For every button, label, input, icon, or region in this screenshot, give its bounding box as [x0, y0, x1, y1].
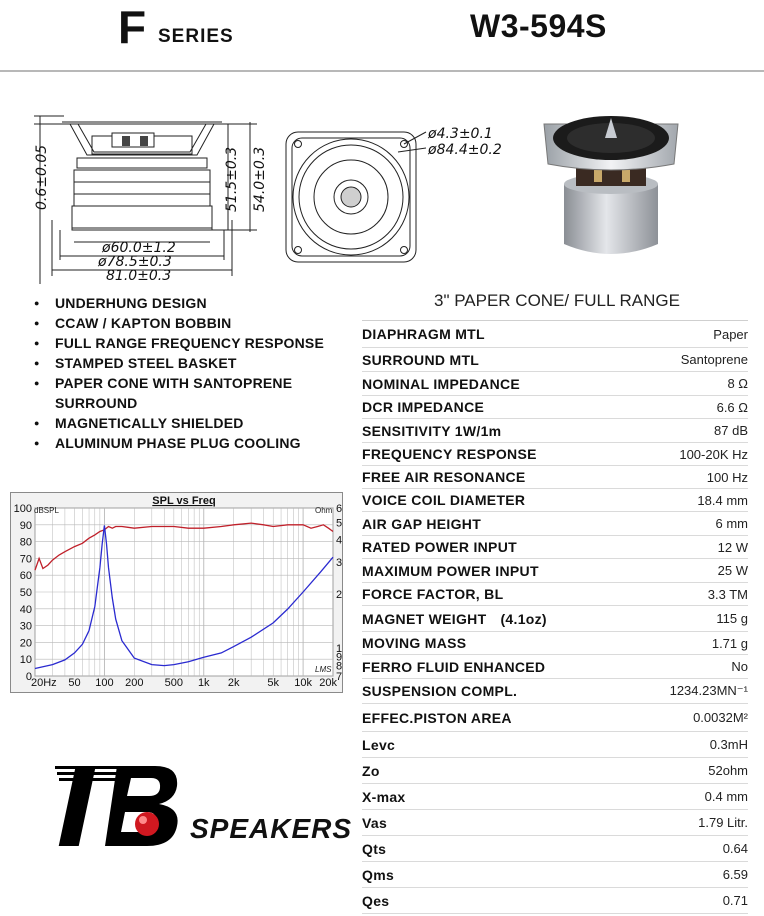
spec-label-text: FORCE FACTOR, BL: [362, 586, 504, 602]
spec-row: [362, 758, 748, 784]
x-tick-label: 1k: [197, 677, 210, 689]
spec-label: [362, 611, 547, 627]
spec-value: 3.3 TM: [707, 586, 748, 602]
dim-side-dia-1: ø60.0±1.2: [102, 240, 176, 256]
spec-row: [362, 489, 748, 512]
spec-label-text: FREE AIR RESONANCE: [362, 469, 526, 485]
spec-value: 12 W: [717, 539, 748, 555]
spec-label-text: DCR IMPEDANCE: [362, 399, 485, 415]
spec-label: [362, 423, 501, 439]
feature-list: [34, 293, 325, 453]
spec-row: [362, 419, 748, 443]
spec-row: [362, 704, 748, 732]
spec-row: [362, 583, 748, 606]
spec-value: 0.3mH: [709, 737, 748, 752]
spec-row: [362, 443, 748, 466]
spec-label-text: X-max: [362, 788, 406, 805]
spec-row: [362, 512, 748, 536]
spec-row: [362, 836, 748, 862]
spec-label-text: FREQUENCY RESPONSE: [362, 446, 537, 462]
y-tick-right: 9: [336, 651, 342, 664]
y-tick-right: 5: [336, 517, 342, 530]
y-unit-right: Ohm: [315, 506, 333, 515]
spec-value: 87 dB: [714, 423, 748, 438]
spec-label: [362, 539, 517, 555]
y-tick-left: 90: [19, 519, 32, 532]
dim-side-width: 81.0±0.3: [106, 268, 172, 284]
y-tick-right: 6: [336, 503, 342, 515]
y-unit-left: dBSPL: [34, 506, 59, 515]
y-tick-left: 50: [19, 587, 32, 599]
spec-label: [362, 635, 466, 651]
feature-item: ● CCAW / KAPTON BOBBIN: [34, 313, 325, 333]
feature-item: ● MAGNETICALLY SHIELDED: [34, 413, 325, 433]
spec-row: [362, 810, 748, 836]
spec-label-text: SURROUND MTL: [362, 351, 480, 368]
spec-label-text: FERRO FLUID ENHANCED: [362, 658, 546, 675]
spec-label: [362, 399, 484, 415]
spec-value: 1234.23MN⁻¹: [669, 683, 748, 698]
spec-value: Santoprene: [680, 352, 748, 367]
spec-label-text: SUSPENSION COMPL.: [362, 683, 518, 699]
spec-label: [362, 841, 386, 857]
spec-label-text: RATED POWER INPUT: [362, 539, 517, 555]
spec-value: 1.71 g: [711, 635, 748, 651]
y-tick-right: 1: [336, 643, 342, 656]
spec-label: [362, 516, 481, 532]
spec-value: 25 W: [717, 563, 748, 578]
y-tick-right: 7: [336, 671, 342, 683]
feature-item: ● ALUMINUM PHASE PLUG COOLING: [34, 433, 325, 453]
spec-label-text: Zo: [362, 762, 380, 779]
dim-side-depth-outer: 54.0±0.3: [252, 146, 268, 212]
spec-label: [362, 352, 479, 368]
y-tick-right: 2: [336, 588, 342, 601]
side-view-drawing: [22, 100, 290, 290]
spec-label: [362, 893, 389, 909]
spec-label: [362, 737, 395, 753]
feature-item: ● UNDERHUNG DESIGN: [34, 293, 325, 313]
spec-label: [362, 446, 537, 462]
header-divider: [0, 70, 764, 72]
spec-row: [362, 732, 748, 758]
spec-label: [362, 469, 526, 485]
chart-svg: [11, 493, 342, 692]
spec-value: 0.64: [722, 841, 748, 856]
feature-item: ● FULL RANGE FREQUENCY RESPONSE: [34, 333, 325, 353]
spec-value: 0.4 mm: [704, 789, 748, 804]
spec-label: [362, 586, 503, 602]
chart-watermark: LMS: [315, 665, 332, 674]
series-word: SERIES: [158, 26, 234, 47]
series-letter: F: [118, 1, 147, 53]
spec-row: [362, 606, 748, 632]
spec-note: (4.1oz): [500, 610, 547, 627]
spl-vs-freq-chart: [10, 492, 343, 693]
y-tick-right: 4: [336, 534, 342, 547]
x-tick-label: 10k: [294, 677, 312, 689]
spec-row: [362, 348, 748, 372]
spec-value: 52ohm: [708, 763, 748, 778]
spec-label: [362, 867, 394, 883]
spec-label-text: Levc: [362, 736, 396, 753]
spec-label-text: Qes: [362, 892, 390, 909]
y-tick-left: 30: [19, 620, 32, 633]
spec-label-text: VOICE COIL DIAMETER: [362, 492, 526, 508]
dim-front-pcd: ø84.4±0.2: [428, 142, 502, 158]
spec-label: [362, 683, 517, 699]
product-subtitle: 3" PAPER CONE/ FULL RANGE: [434, 291, 680, 310]
spec-label: [362, 492, 525, 508]
x-tick-label: 20k: [319, 677, 337, 689]
spec-label-text: MAXIMUM POWER INPUT: [362, 562, 539, 579]
spec-table: [362, 320, 748, 914]
front-view-drawing: [280, 118, 520, 278]
spec-row: [362, 655, 748, 679]
spec-value: 115 g: [716, 611, 748, 626]
spec-row: [362, 862, 748, 888]
dim-side-height: 0.6±0.05: [34, 144, 50, 210]
spec-label: [362, 563, 539, 579]
spec-label: [362, 710, 512, 726]
y-tick-right: 3: [336, 557, 342, 570]
x-tick-label: 100: [95, 677, 114, 689]
dim-side-depth-inner: 51.5±0.3: [224, 146, 240, 212]
chart-title: SPL vs Freq: [152, 495, 216, 507]
spec-label-text: DIAPHRAGM MTL: [362, 326, 485, 342]
y-tick-left: 10: [19, 654, 32, 667]
x-tick-label: 500: [164, 677, 184, 689]
spec-label-text: EFFEC.PISTON AREA: [362, 709, 512, 726]
spec-value: 6.59: [722, 867, 748, 882]
spec-label-text: MOVING MASS: [362, 635, 467, 651]
spec-label-text: Vas: [362, 814, 388, 831]
feature-item: ● PAPER CONE WITH SANTOPRENE SURROUND: [34, 373, 325, 413]
x-tick-label: 5k: [267, 677, 280, 689]
dim-side-dia-2: ø78.5±0.3: [98, 254, 172, 270]
spec-label: [362, 326, 485, 342]
y-tick-right: 8: [336, 660, 342, 673]
spec-value: 1.79 Litr.: [698, 815, 748, 830]
x-tick-label: 2k: [227, 677, 240, 689]
spec-row: [362, 396, 748, 419]
spec-row: [362, 372, 748, 396]
spec-label: [362, 763, 380, 779]
y-tick-left: 20: [19, 637, 32, 650]
spec-row: [362, 321, 748, 348]
spec-row: [362, 632, 748, 655]
spec-label-text: NOMINAL IMPEDANCE: [362, 375, 521, 392]
spec-label-text: MAGNET WEIGHT: [362, 610, 487, 627]
spec-value: No: [731, 659, 748, 674]
spec-label-text: SENSITIVITY 1W/1m: [362, 422, 502, 439]
feature-item: ● STAMPED STEEL BASKET: [34, 353, 325, 373]
y-tick-left: 80: [19, 536, 32, 549]
spec-label-text: Qms: [362, 866, 395, 883]
spec-row: [362, 784, 748, 810]
spec-value: 100-20K Hz: [679, 446, 748, 462]
tb-logo: [55, 760, 187, 852]
x-tick-label: 200: [125, 677, 144, 689]
x-tick-label: 50: [68, 677, 81, 689]
logo-wordmark: SPEAKERS: [190, 813, 353, 844]
spec-value: 100 Hz: [706, 469, 748, 485]
spec-row: [362, 679, 748, 704]
spec-value: Paper: [713, 326, 748, 342]
spec-value: 8 Ω: [727, 376, 748, 391]
dim-front-hole: ø4.3±0.1: [428, 126, 493, 142]
spec-row: [362, 559, 748, 583]
speaker-photo: [536, 104, 686, 262]
spec-value: 6.6 Ω: [716, 399, 748, 415]
spec-label: [362, 789, 406, 805]
spec-value: 0.0032M²: [693, 710, 748, 725]
spec-label-text: Qts: [362, 840, 387, 857]
model-number: W3-594S: [470, 8, 607, 44]
y-tick-left: 40: [19, 603, 32, 616]
x-tick-label: 20Hz: [31, 677, 57, 689]
spec-row: [362, 536, 748, 559]
spec-label-text: AIR GAP HEIGHT: [362, 515, 482, 532]
spec-value: 18.4 mm: [697, 492, 748, 508]
y-tick-left: 60: [19, 570, 32, 583]
spec-value: 6 mm: [715, 516, 748, 531]
spec-row: [362, 888, 748, 914]
y-tick-left: 70: [19, 553, 32, 566]
spec-label: [362, 376, 520, 392]
spec-label: [362, 815, 387, 831]
y-tick-left: 100: [13, 503, 32, 515]
spec-value: 0.71: [722, 893, 748, 908]
spec-row: [362, 466, 748, 489]
y-tick-left: 0: [25, 671, 32, 683]
spec-label: [362, 659, 545, 675]
